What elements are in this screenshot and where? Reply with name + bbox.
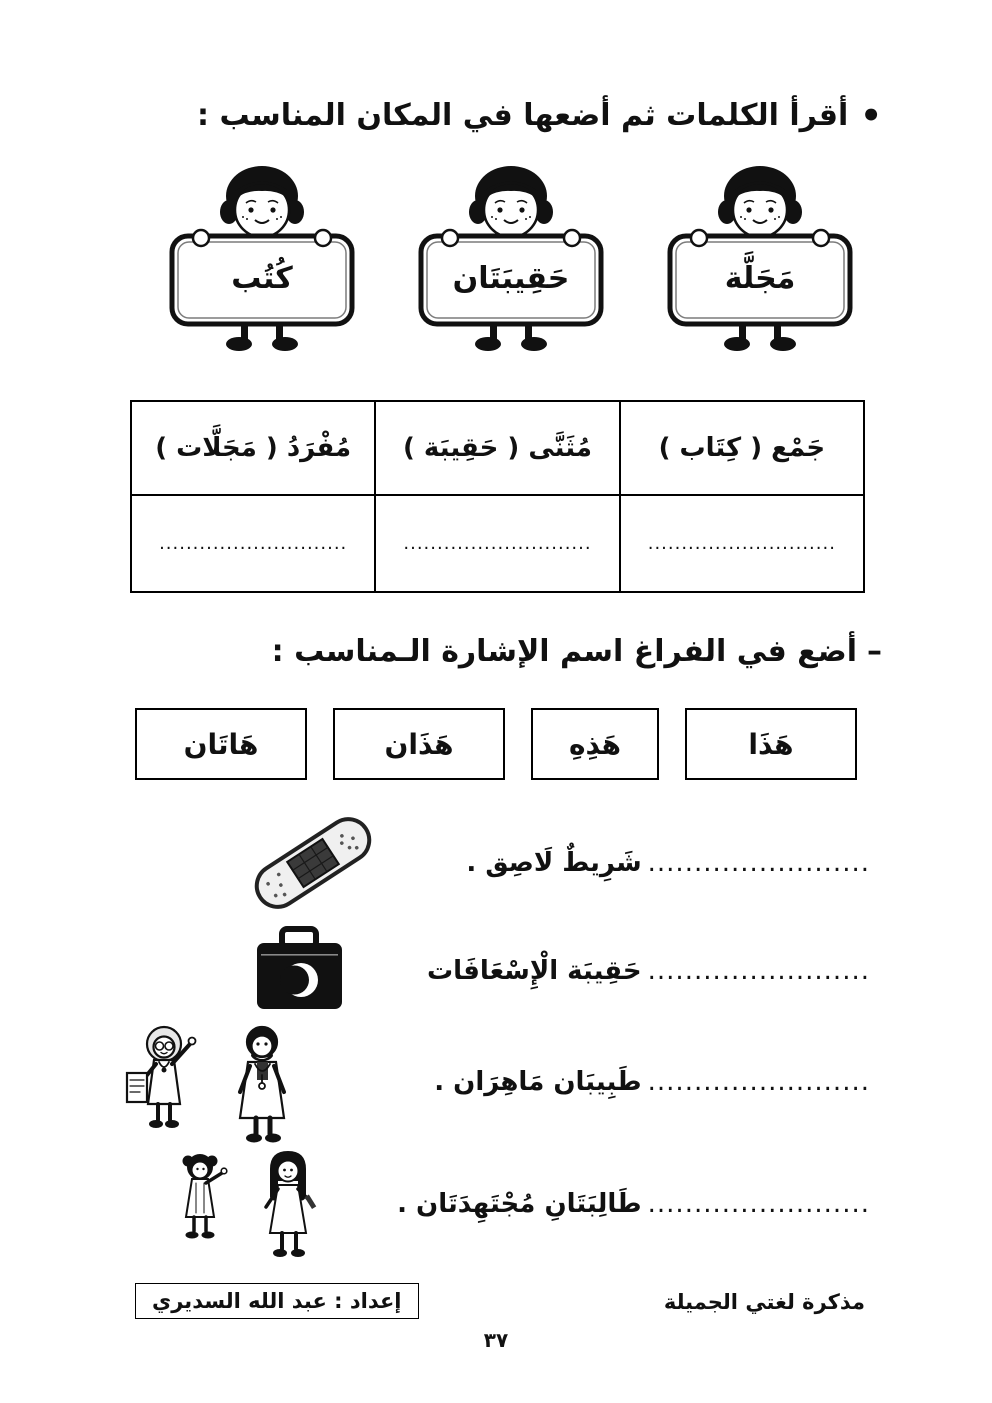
word-card	[416, 160, 606, 365]
fill-sentence	[397, 1189, 870, 1219]
first-aid-kit-icon	[252, 925, 347, 1017]
sentence-text: طَبِيبَان مَاهِرَان .	[434, 1067, 642, 1097]
prepared-by-label: إعداد : عبد الله السديري	[135, 1283, 419, 1319]
column-header-singular: مُفْرَدُ ( مَجَلَّات )	[131, 401, 375, 495]
word-card-label: حَقِيبَتَان	[452, 260, 570, 296]
fill-item	[100, 920, 870, 1022]
adhesive-bandage-icon	[248, 813, 378, 913]
word-card	[167, 160, 357, 365]
two-doctors-icon	[112, 1018, 332, 1146]
table-answer-row	[131, 495, 864, 592]
answer-blank: ........................	[647, 956, 870, 986]
section1-title	[197, 95, 882, 136]
answer-blank: ............................	[620, 495, 864, 592]
two-students-icon	[148, 1145, 348, 1263]
answer-blank: ............................	[131, 495, 375, 592]
page-number: ٣٧	[483, 1328, 509, 1352]
answer-blank: ........................	[647, 1067, 870, 1097]
option-box-hatan: هَاتَان	[135, 708, 307, 780]
bullet-icon: •	[860, 95, 882, 136]
option-box-hatha: هَذَا	[685, 708, 857, 780]
fill-item	[100, 1016, 870, 1148]
option-box-hathihi: هَذِهِ	[531, 708, 659, 780]
dash-icon: –	[867, 634, 882, 669]
sentence-text: حَقِيبَة الْإِسْعَافَات	[426, 956, 642, 986]
word-cards-row	[167, 160, 855, 365]
answer-blank: ........................	[647, 1189, 870, 1219]
fill-item	[100, 1140, 870, 1268]
word-card	[665, 160, 855, 365]
column-header-plural: جَمْع ( كِتَاب )	[620, 401, 864, 495]
booklet-title-label: مذكرة لغتي الجميلة	[663, 1290, 865, 1314]
section2-title-text: أضع في الفراغ اسم الإشارة الـمناسب :	[271, 634, 857, 669]
sentence-text: طَالِبَتَانِ مُجْتَهِدَتَان .	[397, 1189, 642, 1219]
answer-blank: ........................	[647, 847, 870, 878]
fill-sentence	[434, 1067, 870, 1097]
column-header-dual: مُثَنَّى ( حَقِيبَة )	[375, 401, 619, 495]
sorting-table	[130, 400, 865, 593]
option-box-hathan: هَذَان	[333, 708, 505, 780]
section2-title	[272, 634, 882, 669]
word-card-label: كُتُب	[231, 260, 293, 296]
answer-blank: ............................	[375, 495, 619, 592]
fill-item	[100, 810, 870, 915]
fill-sentence	[466, 848, 870, 878]
sentence-text: شَرِيطٌ لَاصِق .	[466, 847, 642, 878]
demonstrative-options-row	[135, 708, 857, 780]
section1-title-text: أقرأ الكلمات ثم أضعها في المكان المناسب :	[197, 98, 849, 133]
table-header-row	[131, 401, 864, 495]
word-card-label: مَجَلَّة	[724, 260, 796, 296]
fill-sentence	[427, 956, 870, 986]
